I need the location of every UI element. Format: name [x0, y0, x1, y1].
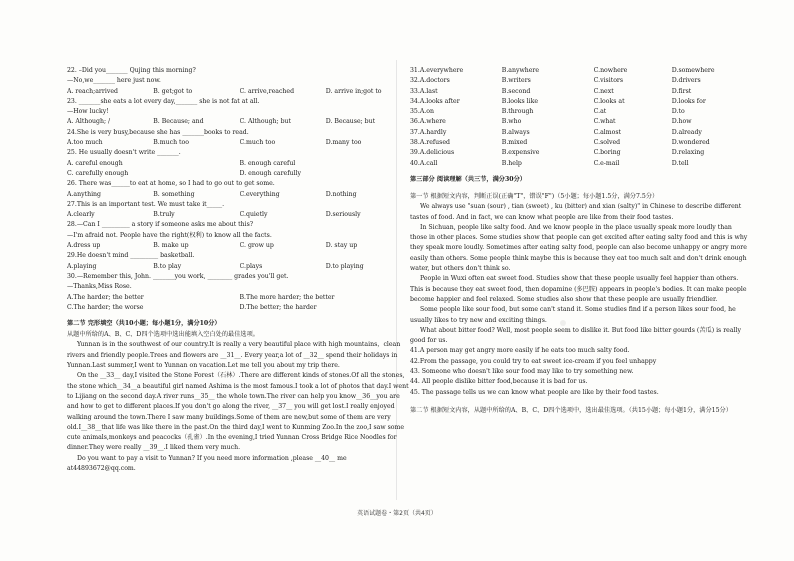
- section-title: 第一节 根据短文内容，判断正误(正确"T"，错误"F")（5小题；每小题1.5分，满分7.5分）: [410, 192, 659, 200]
- option: B.second: [501, 87, 531, 95]
- option: D.The better; the harder: [239, 303, 317, 311]
- option: D.drivers: [671, 77, 701, 85]
- passage-paragraph: On the __33__ day,I visited the Stone Forest（石林）.There are different kinds of stones.Of all the stones, the stone which__34__a beautiful girl named Ashima is the most famous.I took a lot of photos that day.I went to Lijiang on the second day.A river runs__35__ the whole town.The river can help you know__36__you are and how to get to different places.If you don't go along the river, __37__ you will get lost.I really enjoyed walking around the town.There I saw many buildings.Some of them are new,but some of them are very old.I__38__that life was like there in the past.On the third day,I went to Kunming Zoo.In the zoo,I saw some cute animals,monkeys and peacocks（孔雀）.In the evening,I tried Yunnan Cross Bridge Rice Noodles for dinner.They were really __39__.I liked them very much.: [67, 372, 409, 452]
- question-stem: 30.—Remember this, John. _______you work, ________ grades you'll get.: [67, 272, 289, 280]
- option: C.e-mail: [593, 159, 620, 167]
- option: B. enough careful: [239, 159, 296, 167]
- option: B. something: [153, 190, 195, 198]
- option: C.much too: [239, 139, 276, 147]
- option-row: [67, 210, 412, 220]
- option: B.The more harder; the better: [239, 293, 335, 301]
- option: A. careful enough: [67, 159, 123, 167]
- option: D.somewhere: [671, 67, 715, 74]
- option-row: [67, 169, 412, 179]
- option: D.wondered: [671, 139, 710, 147]
- tf-statement: 41.A person may get angry more easily if he eats too much salty food.: [410, 347, 630, 355]
- option: 31.A.everywhere: [410, 67, 464, 74]
- reading-paragraph: We always use "suan (sour) , tian (sweet) , ku (bitter) and xian (salty)" in Chinese to describe different tastes of food. And in fact, we can know what people are like from their food tastes.: [410, 203, 742, 221]
- option: D.seriously: [325, 211, 361, 219]
- option: A.anything: [67, 190, 102, 198]
- option: 33.A.last: [410, 87, 438, 95]
- option: C.nowhere: [593, 67, 628, 74]
- option: B.looks like: [501, 97, 539, 105]
- spacer: [410, 398, 750, 406]
- option: C.everything: [239, 190, 280, 198]
- option: D. arrive in;got to: [325, 87, 382, 95]
- tf-statement: 45. The passage tells us we can know what people are like by their food tastes.: [410, 388, 659, 396]
- option: B. make up: [153, 242, 189, 250]
- option: D.relaxing: [671, 149, 705, 157]
- option: 37.A.hardly: [410, 128, 447, 136]
- option: D.to: [671, 108, 685, 116]
- option: 36.A.where: [410, 118, 446, 126]
- option: A.dress up: [67, 242, 101, 250]
- part-title: 第三部分 阅读理解（共三节，满分30分）: [410, 175, 526, 183]
- option: C.The harder; the worse: [67, 303, 144, 311]
- reading-paragraph: What about bitter food? Well, most people seem to dislike it. But food like bitter gourds (苦瓜) is really good for us.: [410, 326, 741, 345]
- option: D.nothing: [325, 190, 357, 198]
- question-stem: 26. There was______to eat at home, so I had to go out to get some.: [67, 180, 275, 188]
- option: C. carefully enough: [67, 169, 129, 177]
- option: A.clearly: [67, 211, 95, 219]
- option: D. Because; but: [325, 118, 376, 126]
- scan-speck: [560, 320, 566, 326]
- option: D.to playing: [325, 262, 364, 270]
- option: D.many too: [325, 139, 362, 147]
- option: D.tell: [671, 159, 689, 167]
- question-reply: —Thanks,Miss Rose.: [67, 283, 132, 291]
- option: C.solved: [593, 139, 621, 147]
- option-row: [67, 159, 412, 169]
- option-row: [67, 87, 412, 97]
- question-reply: —How lucky!: [67, 108, 109, 116]
- option-row: [67, 293, 412, 303]
- option: 40.A.call: [410, 159, 438, 167]
- section-title: 第二节 完形填空（共10小题；每小题1分，满分10分）: [67, 320, 221, 328]
- option: 35.A.on: [410, 108, 434, 116]
- cloze-option-row: [410, 76, 750, 86]
- option: B.expensive: [501, 149, 540, 157]
- question-reply: —I'm afraid not. People have the right(权利) to know all the facts.: [67, 231, 272, 239]
- option: C.quietly: [239, 211, 268, 219]
- option-row: [67, 117, 412, 127]
- section-title: 第二节 根据短文内容，从题中所给的A、B、C、D四个选项中，选出最佳选项。（共15小题；每小题1分，满分15分）: [410, 406, 732, 414]
- cloze-option-row: [410, 66, 750, 76]
- option: B.help: [501, 159, 522, 167]
- page-footer: 英语试题卷・第2页（共4页）: [357, 510, 437, 517]
- option: D.looks for: [671, 97, 706, 105]
- option: C.boring: [593, 149, 621, 157]
- option: D. stay up: [325, 242, 358, 250]
- option: B.writers: [501, 77, 531, 85]
- tf-statement: 42.From the passage, you could try to eat sweet ice-cream if you feel unhappy: [410, 357, 657, 365]
- option: B.mixed: [501, 139, 528, 147]
- question-stem: 22. –Did you_______ Qujing this morning?: [67, 67, 196, 74]
- option: B. Because; and: [153, 118, 204, 126]
- option: 39.A.delicious: [410, 149, 455, 157]
- cloze-option-row: [410, 97, 750, 107]
- option: B.truly: [153, 211, 175, 219]
- section-instruction: 从题中所给的A、B、C、D四个选项中选出能填入空白处的最佳选项。: [67, 331, 259, 339]
- option: 32.A.doctors: [410, 77, 450, 85]
- question-stem: 29.He doesn't mind _________ basketball.: [67, 252, 195, 260]
- option: B.much too: [153, 139, 189, 147]
- option: D.already: [671, 128, 702, 136]
- option: C. arrive,reached: [239, 87, 295, 95]
- tf-statement: 44. All people dislike bitter food,because it is bad for us.: [410, 378, 588, 386]
- option-row: [67, 241, 412, 251]
- option: B.to play: [153, 262, 182, 270]
- option: C.what: [593, 118, 616, 126]
- option: A.too much: [67, 139, 103, 147]
- passage-paragraph: Yunnan is in the southwest of our country.It is really a very beautiful place with high mountains，clean rivers and friendly people.Trees and flowers are __31__. Every year,a lot of __32__ spend their holidays in Yunnan.Last summer,I went to Yunnan on vacation.Let me tell you about my trip there.: [67, 341, 401, 370]
- option: A. reach;arrived: [67, 87, 118, 95]
- option: D. enough carefully: [239, 169, 301, 177]
- option: D.first: [671, 87, 692, 95]
- question-stem: 27.This is an important test. We must take it_____.: [67, 200, 225, 208]
- option-row: [67, 262, 412, 272]
- cloze-option-row: [410, 138, 750, 148]
- option: B.through: [501, 108, 534, 116]
- cloze-option-row: [410, 159, 750, 169]
- left-column: [67, 66, 412, 474]
- question-reply: —No,we_______ here just now.: [67, 77, 161, 85]
- reading-paragraph: People in Wuxi often eat sweet food. Studies show that these people usually feel happier than others. This is because they eat sweet food, then dopamine (多巴胺) appears in people's bodies. It can make people become happier and feel relaxed. Some studies also show that these people are usually friendlier.: [410, 275, 747, 303]
- question-stem: 23. _______she eats a lot every day,_______ she is not fat at all.: [67, 97, 260, 105]
- option: C. Although; but: [239, 118, 292, 126]
- cloze-option-row: [410, 107, 750, 117]
- cloze-option-row: [410, 128, 750, 138]
- option: C.almost: [593, 128, 621, 136]
- option-row: [67, 190, 412, 200]
- option: D.how: [671, 118, 692, 126]
- option: 34.A.looks after: [410, 97, 460, 105]
- option: C.looks at: [593, 97, 625, 105]
- reading-paragraph: In Sichuan, people like salty food. And we know people in the place usually speak more loudly than those in other places. Some studies show that people can get excited after eating salty food and this is why they speak more loudly. Sometimes after eating salty food, people can also become unhappy or angry more easily than others. Some people think maybe this is because they eat too much salt and don't drink enough water, but others don't think so.: [410, 223, 748, 273]
- option: C.plays: [239, 262, 263, 270]
- question-stem: 24.She is very busy,because she has _______books to read.: [67, 128, 249, 136]
- option: A.The harder; the better: [67, 293, 144, 301]
- option: 38.A.refused: [410, 139, 450, 147]
- option: A. Although; /: [67, 118, 111, 126]
- question-stem: 28.—Can I _________ a story if someone asks me about this?: [67, 221, 254, 229]
- passage-paragraph: Do you want to pay a visit to Yunnan? If you need more information ,please __40__ me at44893672@qq.com.: [67, 454, 347, 472]
- option: B.anywhere: [501, 67, 540, 74]
- option: A.playing: [67, 262, 97, 270]
- option: C.at: [593, 108, 607, 116]
- option-row: [67, 303, 412, 313]
- option: B. get;got to: [153, 87, 193, 95]
- tf-statement: 43. Someone who doesn't like sour food may like to try something new.: [410, 368, 634, 376]
- option: B.who: [501, 118, 522, 126]
- question-stem: 25. He usually doesn't write _______.: [67, 149, 181, 157]
- cloze-option-row: [410, 117, 750, 127]
- option: C. grow up: [239, 242, 274, 250]
- option: C.next: [593, 87, 614, 95]
- cloze-option-row: [410, 87, 750, 97]
- option: B.always: [501, 128, 530, 136]
- option: C.visitors: [593, 77, 624, 85]
- right-column: [410, 66, 750, 416]
- reading-paragraph: Some people like sour food, but some can't stand it. Some studies find if a person likes sour food, he usually likes to try new and exciting things.: [410, 306, 736, 324]
- option-row: [67, 138, 412, 148]
- cloze-option-row: [410, 148, 750, 158]
